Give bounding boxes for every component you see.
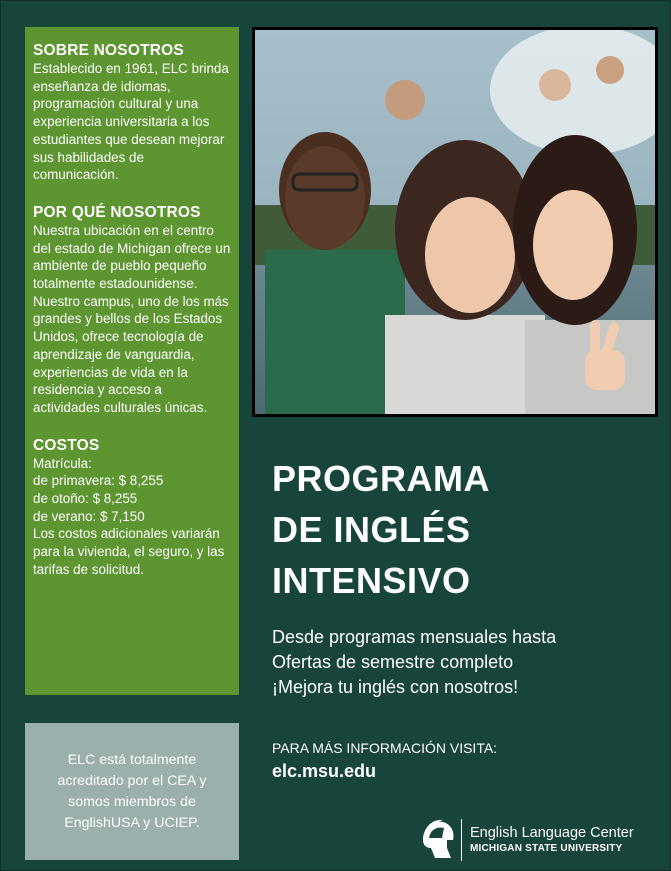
more-info-label: PARA MÁS INFORMACIÓN VISITA: [272,740,498,756]
headline-line-2: DE INGLÉS [272,509,471,550]
about-body: Establecido en 1961, ELC brinda enseñanza de idiomas, programación cultural y una experiencia universitaria a los estudiantes que desean mejorar sus habilidades de comunicación. [33,61,229,183]
about-title: SOBRE NOSOTROS [33,42,184,59]
program-subheadline [272,625,556,700]
costs-title: COSTOS [33,436,100,454]
costs-tuition-label: Matrícula: [33,455,92,471]
logo-line-2: MICHIGAN STATE UNIVERSITY [470,843,623,854]
logo-line-1: English Language Center [470,825,634,841]
accreditation-text: ELC está totalmente acreditado por el CEA y somos miembros de EnglishUSA y UCIEP. [57,751,207,831]
headline-line-3: INTENSIVO [272,560,471,601]
info-sidebar [25,27,239,695]
about-section [33,41,231,184]
why-section [33,203,231,417]
costs-section [33,436,231,579]
headline-line-1: PROGRAMA [272,458,490,499]
costs-spring: de primavera: $ 8,255 [33,473,164,489]
students-photo [252,27,658,417]
subheadline-line-3: ¡Mejora tu inglés con nosotros! [272,677,519,697]
subheadline-line-2: Ofertas de semestre completo [272,652,514,672]
costs-summer: de verano: $ 7,150 [33,508,145,524]
logo-divider [461,819,462,861]
program-headline [272,453,490,606]
accreditation-box [25,723,239,860]
subheadline-line-1: Desde programas mensuales hasta [272,627,557,647]
costs-fall: de otoño: $ 8,255 [33,491,138,507]
website-link[interactable]: elc.msu.edu [272,761,377,781]
spartan-helmet-icon [417,818,457,862]
why-title: POR QUÉ NOSOTROS [33,203,201,221]
costs-note: Los costos adicionales variarán para la vivienda, el seguro, y las tarifas de solicitud. [33,526,225,577]
why-body: Nuestra ubicación en el centro del estado de Michigan ofrece un ambiente de pueblo pequeño totalmente estadounidense. Nuestro campus, uno de los más grandes y bellos de los Estados Unidos, ofrece tecnología de aprendizaje de vanguardia, experiencias de vida en la residencia y acceso a actividades culturales únicas. [33,222,231,415]
elc-logo [417,815,657,865]
logo-text [470,825,634,855]
students-photo-illustration [255,30,655,414]
